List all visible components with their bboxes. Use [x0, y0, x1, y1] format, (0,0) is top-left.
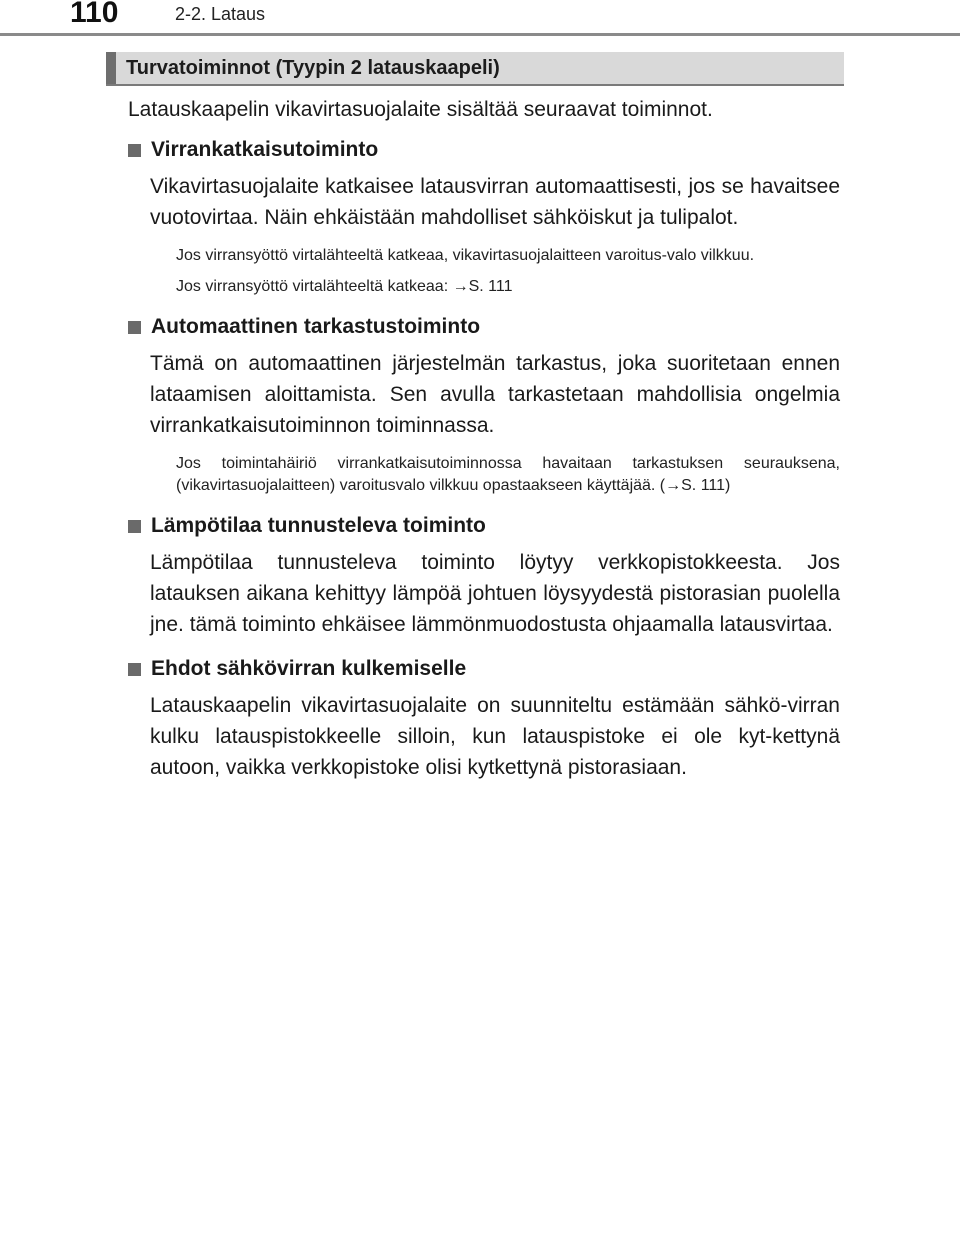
section-title: Turvatoiminnot (Tyypin 2 latauskaapeli) [126, 57, 500, 79]
topic-2 [128, 312, 840, 497]
topic-1 [128, 135, 840, 298]
page-header [0, 0, 960, 40]
topic-title: Ehdot sähkövirran kulkemiselle [151, 657, 467, 680]
header-rule [0, 33, 960, 36]
intro-paragraph: Latauskaapelin vikavirtasuojalaite sisältää seuraavat toiminnot. [128, 98, 713, 121]
topic-heading [128, 654, 840, 684]
topic-title: Automaattinen tarkastustoiminto [151, 315, 481, 338]
topic-3 [128, 511, 840, 640]
page-number: 110 [70, 0, 119, 29]
square-bullet-icon [128, 321, 141, 334]
topic-heading [128, 135, 840, 165]
topic-title: Virrankatkaisutoiminto [151, 138, 379, 161]
note: Jos virransyöttö virtalähteeltä katkeaa, vikavirtasuojalaitteen varoitus-valo vilkkuu. [176, 247, 755, 264]
square-bullet-icon [128, 144, 141, 157]
note: Jos toimintahäiriö virrankatkaisutoiminnossa havaitaan tarkastuksen seurauksena, (vikavirtasuojalaitteen) varoitusvalo vilkkuu opastaakseen käyttäjää. (→S. 111) [176, 455, 840, 494]
square-bullet-icon [128, 663, 141, 676]
section-heading [106, 52, 844, 86]
topic-body: Tämä on automaattinen järjestelmän tarkastus, joka suoritetaan ennen lataamisen aloittamista. Sen avulla tarkastetaan mahdollisia ongelmia virrankatkaisutoiminnon toiminnassa. [150, 352, 840, 437]
note: Jos virransyöttö virtalähteeltä katkeaa: →S. 111 [176, 278, 513, 295]
chapter-label: 2-2. Lataus [175, 4, 266, 24]
content [128, 95, 840, 783]
topic-body: Lämpötilaa tunnusteleva toiminto löytyy verkkopistokkeesta. Jos latauksen aikana kehittyy lämpöä johtuen löysyydestä pistorasian puolella jne. tämä toiminto ehkäisee lämmönmuodostusta ohjaamalla latausvirtaa. [150, 551, 840, 636]
heading-accent-bar [106, 52, 116, 84]
topic-body: Vikavirtasuojalaite katkaisee latausvirran automaattisesti, jos se havaitsee vuotovirtaa. Näin ehkäistään mahdolliset sähköiskut ja tulipalot. [150, 175, 840, 229]
topic-heading [128, 312, 840, 342]
topic-title: Lämpötilaa tunnusteleva toiminto [151, 514, 486, 537]
square-bullet-icon [128, 520, 141, 533]
topic-4 [128, 654, 840, 783]
topic-heading [128, 511, 840, 541]
topic-body: Latauskaapelin vikavirtasuojalaite on suunniteltu estämään sähkö-virran kulku latauspistokkeelle silloin, kun latauspistoke ei ole kyt-kettynä autoon, vaikka verkkopistoke olisi kytkettynä pistorasiaan. [150, 694, 840, 779]
